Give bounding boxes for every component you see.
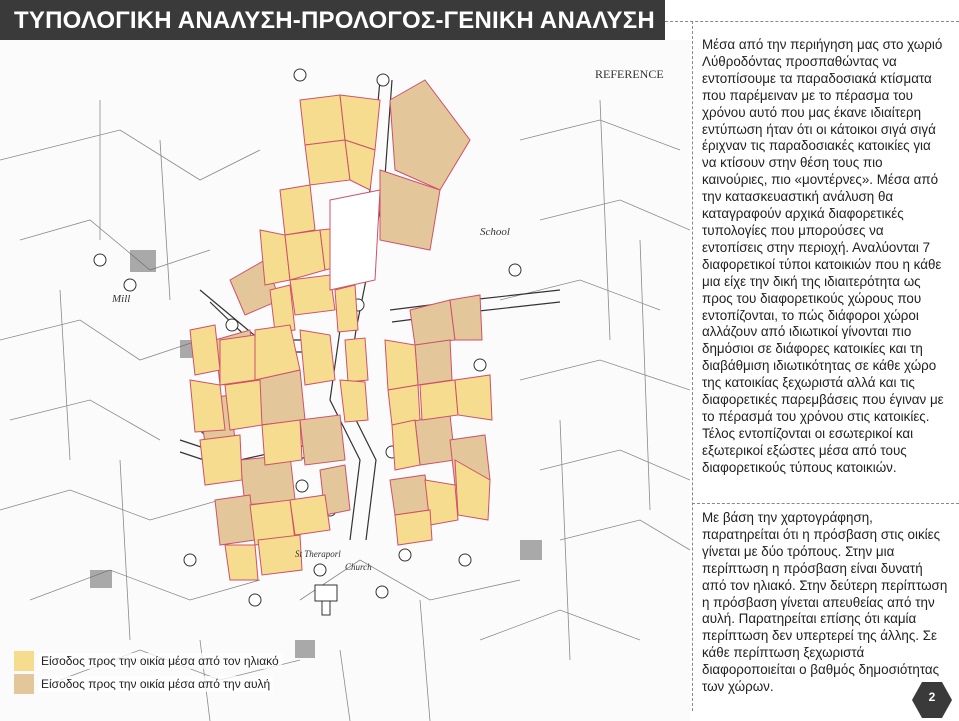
map-label-church-bottom: Church bbox=[345, 562, 372, 572]
map-label-mill: Mill bbox=[112, 293, 131, 305]
page-number: 2 bbox=[928, 690, 936, 704]
access-observation: Με βάση την χαρτογράφηση, παρατηρείται ότι η πρόσβαση στις οικίες γίνεται με δύο τρόπους. Στην μια περίπτωση η πρόσβαση είναι δυνατή από τον ηλιακό. Στην δεύτερη περίπτωση η πρόσβαση γίνεται απευθείας από την αυλή. Παρατηρείται επίσης ότι καμία περίπτωση δεν υπερτερεί της άλλης. Σε κάθε περίπτωση ξεχωριστά διαφοροποιείται ο βαθμός δημοσιότητας των χώρων. bbox=[702, 510, 948, 695]
village-map bbox=[0, 40, 690, 721]
map-label-school: School bbox=[480, 226, 510, 238]
legend-label-courtyard: Είσοδος προς την οικία μέσα από την αυλή bbox=[38, 676, 273, 692]
legend-item-heliakos bbox=[14, 650, 282, 672]
divider-vertical bbox=[692, 21, 693, 711]
legend bbox=[14, 650, 282, 696]
map-label-reference: REFERENCE bbox=[595, 67, 664, 81]
divider-top bbox=[665, 21, 959, 22]
legend-item-courtyard bbox=[14, 673, 282, 695]
main-description: Μέσα από την περιήγηση μας στο χωριό Λύθροδόντας προσπαθώντας να εντοπίσουμε τα παραδοσιακά κτίσματα που παρέμειναν με το πέρασμα του χρόνου αυτό που μας έκανε ιδιαίτερη εντύπωση ήταν ότι οι κάτοικοι σιγά σιγά έριχναν τις παραδοσιακές κατοικίες για να κτίσουν στην θέση τους πιο καινούριες, πιο «μοντέρνες». Μέσα από την κατασκευαστική ανάλυση θα καταγραφούν αρχικά διαφορετικές τυπολογίες που μπορούσες να εντοπίσεις στην περιοχή. Αναλύονται 7 διαφορετικοί τύποι κατοικιών που η κάθε μια είχε την δική της ιδιαιτερότητα ως προς του διαφορετικούς χώρους που εντοπίζονται, το πώς διάφοροι χώροι αλλάζουν από ιδιωτικοί γίνονται πιο δημόσιοι σε διάφορες κατοικίες και τη διαβάθμιση ιδιωτικότητας σε κάθε χώρο της κατοικίας ξεχωριστά αλλά και τις διαφορετικές παρεμβάσεις που έγιναν με το πέρασμά του χρόνου στις κατοικίες. Τέλος εντοπίζονται οι εσωτερικοί και εξωτερικοί εξώστες μέσα από τους διαφορετικούς τύπους κατοικιών. bbox=[702, 37, 944, 475]
open-plot bbox=[330, 190, 380, 290]
legend-label-heliakos: Είσοδος προς την οικία μέσα από τον ηλιακό bbox=[38, 653, 282, 669]
divider-text-separator bbox=[692, 503, 959, 504]
page-title: ΤΥΠΟΛΟΓΙΚΗ ΑΝΑΛΥΣΗ-ΠΡΟΛΟΓΟΣ-ΓΕΝΙΚΗ ΑΝΑΛΥΣΗ bbox=[0, 0, 665, 42]
map-label-church-top: St Theraporl bbox=[295, 549, 341, 559]
legend-swatch-heliakos bbox=[14, 651, 34, 671]
legend-swatch-courtyard bbox=[14, 674, 34, 694]
